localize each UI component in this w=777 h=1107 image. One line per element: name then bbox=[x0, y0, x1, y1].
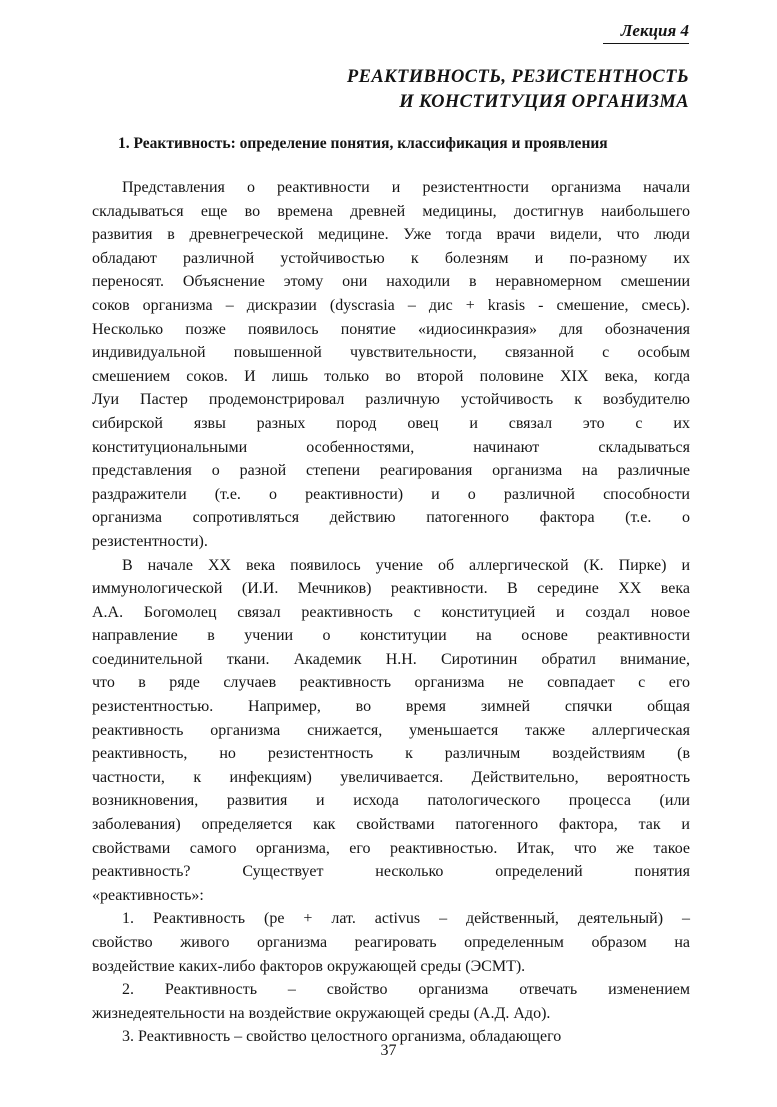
text-line: конституциональными особенностями, начинают складываться bbox=[92, 438, 690, 456]
text-line: жизнедеятельности на воздействие окружающей среды (А.Д. Адо). bbox=[92, 1004, 551, 1022]
text-line: резистентности). bbox=[92, 532, 208, 550]
body-text bbox=[92, 176, 690, 1049]
title-line-1: РЕАКТИВНОСТЬ, РЕЗИСТЕНТНОСТЬ bbox=[346, 67, 689, 87]
text-line: переносят. Объяснение этому они находили в неравномерном смешении bbox=[92, 273, 690, 291]
text-line: 3. Реактивность – свойство целостного организма, обладающего bbox=[122, 1028, 562, 1046]
running-head: Лекция 4 bbox=[603, 20, 689, 44]
text-line: частности, к инфекциям) увеличивается. Действительно, вероятность bbox=[92, 768, 690, 786]
text-line: свойствами самого организма, его реактивностью. Итак, что же такое bbox=[92, 839, 690, 857]
text-line: что в ряде случаев реактивность организма не совпадает с его bbox=[92, 674, 690, 692]
text-line: «реактивность»: bbox=[92, 886, 204, 904]
text-line: реактивность? Существует несколько определений понятия bbox=[92, 863, 690, 881]
text-line: иммунологической (И.И. Мечников) реактивности. В середине XX века bbox=[92, 580, 690, 598]
paragraph bbox=[92, 978, 690, 1025]
text-line: соединительной ткани. Академик Н.Н. Сиротинин обратил внимание, bbox=[92, 650, 690, 668]
text-line: свойство живого организма реагировать определенным образом на bbox=[92, 934, 690, 951]
text-line: А.А. Богомолец связал реактивность с конституцией и создал новое bbox=[92, 603, 690, 621]
text-line: раздражители (т.е. о реактивности) и о различной способности bbox=[92, 485, 690, 503]
text-line: возникновения, развития и исхода патологического процесса (или bbox=[92, 792, 690, 810]
text-line: смешением соков. И лишь только во второй половине XIX века, когда bbox=[92, 367, 690, 385]
lecture-title bbox=[169, 65, 689, 115]
text-line: обладают различной устойчивостью к болезням и по-разному их bbox=[92, 249, 690, 267]
page-number: 37 bbox=[380, 1042, 397, 1059]
text-line: складываться еще во времена древней медицины, достигнув наибольшего bbox=[92, 202, 690, 220]
text-line: Несколько позже появилось понятие «идиосинкразия» для обозначения bbox=[92, 320, 690, 338]
text-line: направление в учении о конституции на основе реактивности bbox=[92, 627, 690, 645]
paragraph bbox=[92, 907, 690, 978]
text-line: соков организма – дискразии (dyscrasia – дис + krasis - смешение, смесь). bbox=[92, 296, 690, 314]
text-line: 2. Реактивность – свойство организма отвечать изменением bbox=[122, 981, 690, 999]
text-line: воздействие каких-либо факторов окружающей среды (ЭСМТ). bbox=[92, 957, 526, 975]
text-line: резистентностью. Например, во время зимней спячки общая bbox=[92, 698, 690, 716]
paragraph bbox=[92, 176, 690, 554]
title-line-2: И КОНСТИТУЦИЯ ОРГАНИЗМА bbox=[399, 92, 689, 112]
text-line: Луи Пастер продемонстрировал различную устойчивость к возбудителю bbox=[92, 391, 690, 409]
text-line: 1. Реактивность (ре + лат. activus – действенный, деятельный) – bbox=[122, 910, 690, 928]
section-heading: 1. Реактивность: определение понятия, классификация и проявления bbox=[118, 135, 608, 152]
text-line: Представления о реактивности и резистентности организма начали bbox=[122, 179, 690, 196]
text-line: сибирской язвы разных пород овец и связал это с их bbox=[92, 414, 690, 432]
text-line: развития в древнегреческой медицине. Уже тогда врачи видели, что люди bbox=[92, 226, 690, 244]
text-line: реактивность организма снижается, уменьшается также аллергическая bbox=[92, 721, 690, 739]
text-line: реактивность, но резистентность к различным воздействиям (в bbox=[92, 745, 690, 763]
text-line: индивидуальной повышенной чувствительности, связанной с особым bbox=[92, 344, 690, 362]
text-line: организма сопротивляться действию патогенного фактора (т.е. о bbox=[92, 509, 690, 527]
text-line: В начале XX века появилось учение об аллергической (К. Пирке) и bbox=[122, 556, 690, 574]
text-line: представления о разной степени реагирования организма на различные bbox=[92, 462, 690, 480]
text-line: заболевания) определяется как свойствами патогенного фактора, так и bbox=[92, 816, 690, 834]
paragraph bbox=[92, 554, 690, 908]
